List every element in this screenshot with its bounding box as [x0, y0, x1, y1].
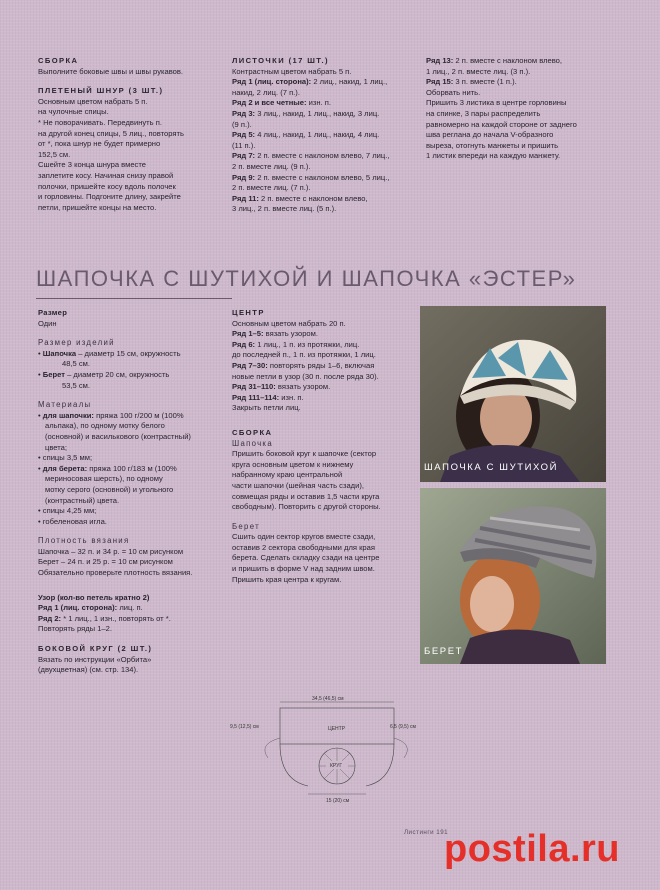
instruction-line: круга основным цветом к нижнему — [232, 459, 354, 469]
instruction-line: на другой конец спицы, 5 лиц., повторять — [38, 128, 184, 138]
leaves-instructions — [232, 67, 412, 215]
row-label: Ряд 15: — [426, 77, 454, 87]
instruction-line: полочки, пришейте косу вдоль полочек — [38, 181, 176, 191]
instruction-line: Ряд 2 и все четные: изн. п. — [232, 98, 332, 108]
instruction-line: 2 п. вместе лиц. (7 п.). — [232, 183, 311, 193]
material-item-continued: (контрастный) цвета. — [45, 495, 120, 505]
row-label: Ряд 11: — [232, 193, 259, 203]
row-label: Ряд 31–110: — [232, 382, 276, 392]
row-label: Ряд 9: — [232, 172, 256, 182]
instruction-line: на чулочные спицы. — [38, 107, 109, 117]
dimension-item-continued: 48,5 см. — [62, 359, 91, 369]
material-item: • спицы 3,5 мм; — [38, 453, 223, 464]
instruction-line: шва реглана до начала V-образного — [426, 130, 554, 140]
instruction-line: Ряд 6: 1 лиц., 1 п. из протяжки, лиц. — [232, 339, 360, 349]
instruction-line: Ряд 1 (лиц. сторона): 2 лиц., накид, 1 лиц., — [232, 77, 388, 87]
page-title: ШАПОЧКА С ШУТИХОЙ И ШАПОЧКА «ЭСТЕР» — [36, 266, 577, 291]
top-right-column — [426, 56, 626, 162]
row-label: Ряд 5: — [232, 130, 256, 140]
beret-photo — [420, 488, 606, 664]
instruction-line: Ряд 1–5: вязать узором. — [232, 329, 318, 339]
instruction-line: совмещая ряды и оставив 1,5 части круга — [232, 491, 380, 501]
row-label: Ряд 13: — [426, 56, 454, 65]
size-heading: Размер — [38, 308, 68, 317]
gauge-line: Берет – 24 п. и 25 р. = 10 см рисунком — [38, 557, 173, 567]
hat-instructions — [232, 449, 416, 513]
right-curve — [366, 744, 394, 786]
pattern-line: Повторять ряды 1–2. — [38, 624, 112, 634]
gauge-text — [38, 547, 223, 579]
materials-list — [38, 411, 223, 528]
instruction-line: на спинке, 3 пары распределить — [426, 108, 541, 118]
left-arrow — [265, 738, 280, 758]
material-item-continued: цвета; — [45, 442, 67, 452]
dimensions-list — [38, 349, 223, 391]
instruction-line: Пришить края центра к кругам. — [232, 574, 342, 584]
side-circle-line: (двухцветная) (см. стр. 134). — [38, 665, 139, 675]
page-footer-text: Листинги 191 — [404, 829, 449, 836]
pattern-line: Ряд 1 (лиц. сторона): лиц. п. — [38, 603, 143, 613]
left-column — [38, 308, 223, 676]
middle-column — [232, 308, 416, 585]
material-item-continued: (основной) и василькового (контрастный) — [45, 431, 191, 441]
instruction-line: Пришить боковой круг к шапочке (сектор — [232, 449, 377, 459]
middle-assembly-heading: СБОРКА — [232, 427, 273, 437]
row-label: Ряд 7–30: — [232, 360, 268, 370]
material-item-continued: мотку серого (основной) и угольного — [45, 484, 174, 494]
right-arrow — [394, 738, 407, 758]
instruction-line: Ряд 15: 3 п. вместе (1 п.). — [426, 77, 517, 87]
beret-heading: Берет — [232, 521, 260, 531]
instruction-line: и горловины. Подгоните длину, закрейте — [38, 192, 181, 202]
material-item: • гобеленовая игла. — [38, 517, 223, 528]
row-label: Ряд 3: — [232, 108, 256, 118]
instruction-line: оставив 2 сектора свободными для края — [232, 542, 375, 552]
row-label: Ряд 1 (лиц. сторона): — [232, 77, 312, 87]
beret-instructions — [232, 532, 416, 585]
instruction-line: Закрыть петли лиц. — [232, 403, 301, 413]
hat-photo-caption: ШАПОЧКА С ШУТИХОЙ — [424, 462, 559, 473]
instruction-line: берета. Сделать складку сзади на центре — [232, 553, 380, 563]
top-middle-column — [232, 56, 412, 215]
pattern-heading: Узор (кол-во петель кратно 2) — [38, 592, 150, 602]
gauge-line: Обязательно проверьте плотность вязания. — [38, 568, 193, 578]
schematic-diagram — [228, 694, 428, 806]
top-dimension-label: 34,5 (46,5) см — [312, 696, 344, 702]
instruction-line: петли, пришейте концы на место. — [38, 202, 157, 212]
instruction-line: Ряд 13: 2 п. вместе с наклоном влево, — [426, 56, 563, 65]
hat-photo-image — [420, 306, 606, 482]
instruction-line: 3 лиц., 2 п. вместе лиц. (5 п.). — [232, 204, 337, 214]
instruction-line: Оборвать нить. — [426, 87, 481, 97]
row-label: Ряд 111–114: — [232, 392, 280, 402]
pattern-line: Ряд 2: * 1 лиц., 1 изн., повторять от *. — [38, 613, 171, 623]
instruction-line: и пришить в форме V над задним швом. — [232, 564, 375, 574]
hat-heading: Шапочка — [232, 438, 273, 448]
row-label: Ряд 6: — [232, 339, 256, 349]
circle-label: КРУГ — [330, 763, 343, 769]
beret-photo-image — [420, 488, 606, 664]
instruction-line: Ряд 31–110: вязать узором. — [232, 382, 331, 392]
instruction-line: 1 листик впереди на каждую манжету. — [426, 151, 561, 161]
row-label: Ряд 2: — [38, 613, 62, 623]
side-circle-heading: БОКОВОЙ КРУГ (2 ШТ.) — [38, 644, 153, 654]
dimensions-heading: Размер изделий — [38, 338, 115, 348]
instruction-line: Основным цветом набрать 20 п. — [232, 318, 346, 328]
instruction-line: заплетите косу. Начиная снизу правой — [38, 170, 174, 180]
size-value: Один — [38, 318, 57, 328]
instruction-line: 1 лиц., 2 п. вместе лиц. (3 п.). — [426, 66, 531, 76]
row-label: Ряд 7: — [232, 151, 256, 161]
instruction-line: 152,5 см. — [38, 149, 71, 159]
left-dimension-label: 9,5 (12,5) см — [230, 724, 259, 730]
beret-photo-caption: БЕРЕТ — [424, 646, 464, 657]
row-label: Ряд 2 и все четные: — [232, 98, 307, 108]
material-item: • спицы 4,25 мм; — [38, 506, 223, 517]
instruction-line: (11 п.). — [232, 140, 256, 150]
title-divider — [36, 298, 232, 299]
row-label: Ряд 1–5: — [232, 329, 264, 339]
center-instructions — [232, 319, 416, 414]
right-dimension-label: 6,5 (9,5) см — [390, 724, 416, 730]
material-item-continued: альпака), по одному мотку белого — [45, 421, 165, 431]
instruction-line: Ряд 7–30: повторять ряды 1–6, включая — [232, 360, 375, 370]
instruction-line: части шапочки (шейная часть сзади), — [232, 480, 364, 490]
gauge-heading: Плотность вязания — [38, 536, 130, 546]
materials-heading: Материалы — [38, 400, 92, 410]
instruction-line: от *, пока шнур не будет примерно — [38, 139, 161, 149]
leaves-heading: ЛИСТОЧКИ (17 ШТ.) — [232, 56, 329, 65]
instruction-line: 2 п. вместе лиц. (9 п.). — [232, 161, 311, 171]
instruction-line: свободным). Повторить с другой стороны. — [232, 502, 381, 512]
instruction-line: выреза, отогнуть манжеты и пришить — [426, 140, 559, 150]
instruction-line: Ряд 111–114: изн. п. — [232, 392, 304, 402]
material-item-continued: мериносовая шерсть), по одному — [45, 474, 163, 484]
instruction-line: до последней п., 1 п. из протяжки, 1 лиц. — [232, 350, 376, 360]
instruction-line: Ряд 5: 4 лиц., накид, 1 лиц., накид, 4 лиц. — [232, 130, 380, 140]
side-circle-line: Вязать по инструкции «Орбита» — [38, 654, 152, 664]
center-label: ЦЕНТР — [328, 726, 346, 732]
center-heading: ЦЕНТР — [232, 308, 265, 317]
instruction-line: Пришить 3 листика в центре горловины — [426, 98, 567, 108]
assembly-text: Выполните боковые швы и швы рукавов. — [38, 66, 184, 76]
dimension-item: • Берет – диаметр 20 см, окружность — [38, 370, 223, 381]
instruction-line: Сшейте 3 конца шнура вместе — [38, 160, 146, 170]
hat-photo — [420, 306, 606, 482]
left-curve — [280, 744, 308, 786]
top-left-column — [38, 56, 218, 213]
instruction-line: * Не поворачивать. Передвинуть п. — [38, 117, 162, 127]
watermark-brand[interactable]: postila.ru — [444, 828, 621, 870]
dimension-item-continued: 53,5 см. — [62, 380, 91, 390]
instruction-line: Ряд 11: 2 п. вместе с наклоном влево, — [232, 193, 368, 203]
instruction-line: (9 п.). — [232, 119, 252, 129]
side-circle-text — [38, 655, 223, 676]
row-label: Ряд 1 (лиц. сторона): — [38, 603, 118, 613]
instruction-line: Контрастным цветом набрать 5 п. — [232, 66, 352, 76]
gauge-line: Шапочка – 32 п. и 34 р. = 10 см рисунком — [38, 546, 184, 556]
braid-heading: ПЛЕТЕНЫЙ ШНУР (3 ШТ.) — [38, 86, 164, 96]
braid-instructions — [38, 97, 218, 214]
material-item: • для шапочки: пряжа 100 г/200 м (100% — [38, 411, 223, 422]
dimension-item: • Шапочка – диаметр 15 см, окружность — [38, 349, 223, 360]
instruction-line: Сшить один сектор кругов вместе сзади, — [232, 532, 376, 542]
instruction-line: накид, 2 лиц. (7 п.). — [232, 87, 300, 97]
assembly-heading: СБОРКА — [38, 56, 79, 65]
instruction-line: Ряд 9: 2 п. вместе с наклоном влево, 5 лиц., — [232, 172, 390, 182]
instruction-line: Ряд 3: 3 лиц., накид, 1 лиц., накид, 3 лиц. — [232, 108, 380, 118]
instruction-line: равномерно на каждой стороне от заднего — [426, 119, 577, 129]
instruction-line: Ряд 7: 2 п. вместе с наклоном влево, 7 лиц., — [232, 151, 390, 161]
leaves-instructions-continued — [426, 56, 626, 162]
instruction-line: набранному краю центральной — [232, 470, 343, 480]
instruction-line: Основным цветом набрать 5 п. — [38, 96, 148, 106]
pattern-text — [38, 603, 223, 635]
bottom-dimension-label: 15 (20) см — [326, 798, 350, 804]
instruction-line: новые петли в узор (30 п. после ряда 30). — [232, 371, 379, 381]
material-item: • для берета: пряжа 100 г/183 м (100% — [38, 464, 223, 475]
